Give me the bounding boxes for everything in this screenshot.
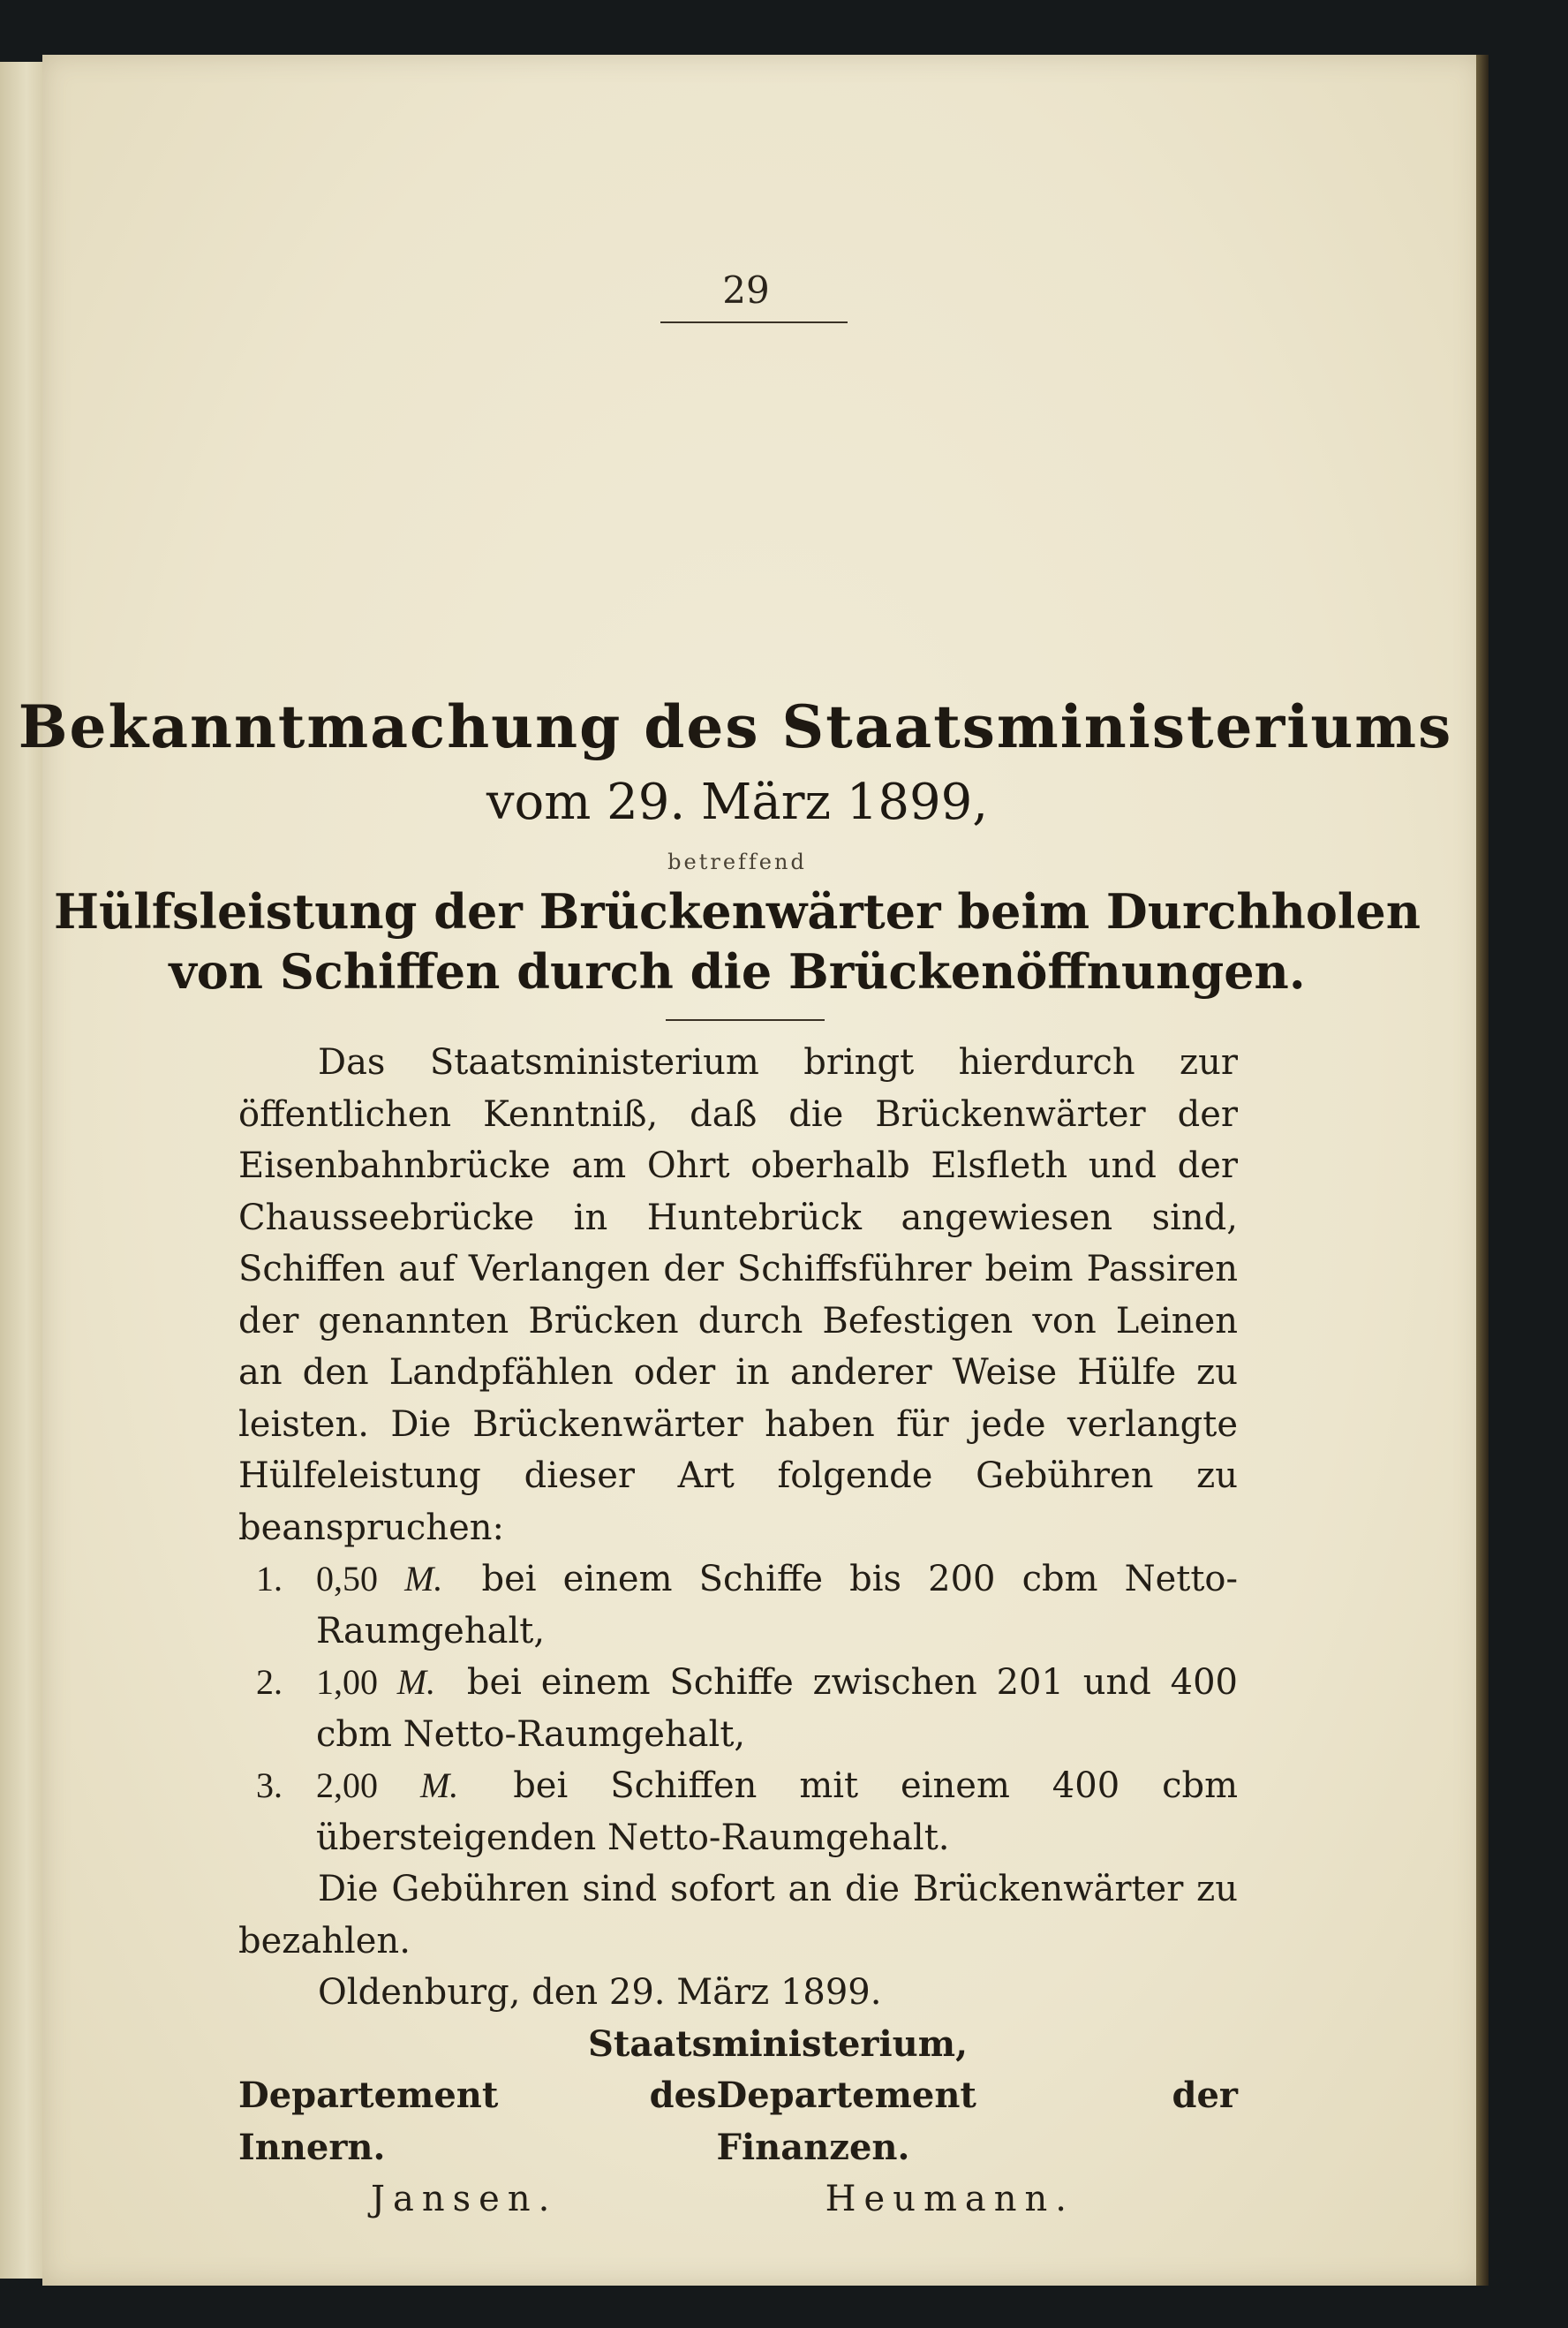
intro-paragraph: Das Staatsministerium bringt hierdurch zur öffentlichen Kenntniß, daß die Brückenwärter der Eisenbahnbrücke am Ohrt oberhalb Elsfleth und der Chausseebrücke in Huntebrück angewiesen sind, Schiffen auf Verlangen der Schiffsführer beim Passiren der genannten Brücken durch Befestigen von Leinen an den Landpfählen oder in anderer Weise Hülfe zu leisten. Die Brückenwärter haben für jede verlangte Hülfeleistung dieser Art folgende Gebühren zu beanspruchen: [238,1042,1238,1548]
fee-number: 1. [256,1559,283,1599]
fee-text: bei Schiffen mit einem 400 cbm übersteigenden Netto-Raumgehalt. [316,1765,1239,1858]
currency-mark: M. [396,1662,436,1702]
currency-mark: M. [419,1765,459,1805]
heading-title: Bekanntmachung des Staatsministeriums [18,692,1453,761]
signatory-interior: Jansen. [371,2179,558,2219]
page-number-rule [660,321,848,323]
department-finance: Departement der Finanzen. [716,2075,1238,2168]
heading-date: vom 29. März 1899, [486,774,989,831]
page-number: 29 [722,268,770,312]
fee-item [238,1553,1238,1657]
place-date: Oldenburg, den 29. März 1899. [318,1972,882,2013]
currency-mark: M. [404,1559,443,1599]
fee-list [238,1553,1238,1863]
announcement-body [238,1037,1238,2226]
fee-text: bei einem Schiffe bis 200 cbm Netto-Raumgehalt, [316,1559,1239,1652]
signatory-finance: Heumann. [825,2179,1074,2219]
signature-row [238,2173,1238,2226]
fee-number: 2. [256,1662,283,1702]
page-spine [1476,55,1489,2286]
fee-amount: 2,00 [316,1765,378,1805]
fee-number: 3. [256,1765,283,1805]
issuing-authority: Staatsministerium, [587,2022,969,2065]
fee-amount: 0,50 [316,1559,378,1599]
department-interior: Departement des Innern. [238,2075,717,2168]
fee-text: bei einem Schiffe zwischen 201 und 400 cbm Netto-Raumgehalt, [316,1662,1238,1755]
heading-concerning: betreffend [667,850,807,874]
heading-subject-line-1: Hülfsleistung der Brückenwärter beim Durchholen [54,883,1421,940]
fee-amount: 1,00 [316,1662,378,1702]
department-row [238,2070,1238,2173]
fee-item [238,1657,1238,1760]
previous-page-edge [0,62,46,2279]
payment-paragraph: Die Gebühren sind sofort an die Brückenwärter zu bezahlen. [238,1869,1238,1961]
heading-rule [666,1019,825,1021]
heading-subject-line-2: von Schiffen durch die Brückenöffnungen. [169,943,1306,1000]
document-page [18,55,1481,2286]
fee-item [238,1760,1238,1863]
